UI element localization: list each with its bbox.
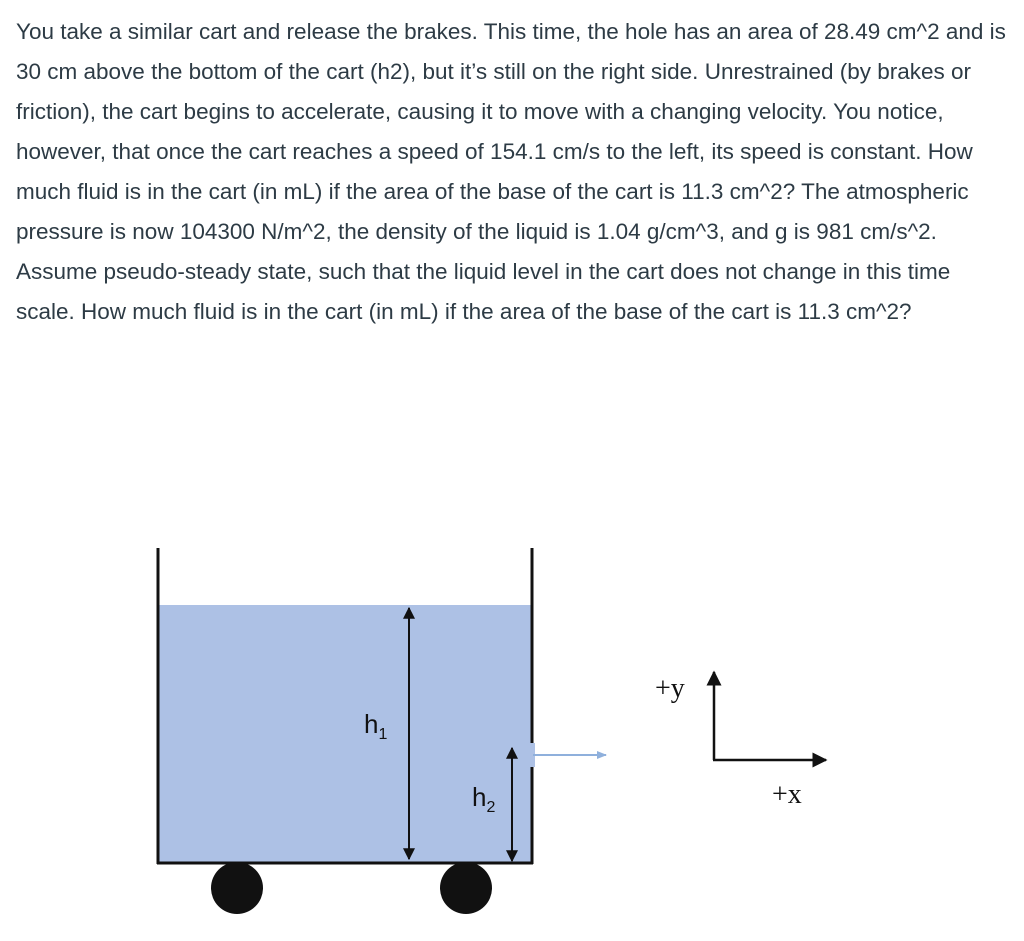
problem-text: You take a similar cart and release the brakes. This time, the hole has an area of 28.49 cm^2 and is 30 cm above the bottom of the cart (h2), but it’s still on the right side. Unrestrained (by brakes or friction), the cart begins to accelerate, causing it to move with a changing velocity. You notice, however, that once the cart reaches a speed of 154.1 cm/s to the left, its speed is constant. How much fluid is in the cart (in mL) if the area of the base of the cart is 11.3 cm^2? The atmospheric pressure is now 104300 N/m^2, the density of the liquid is 1.04 g/cm^3, and g is 981 cm/s^2. Assume pseudo-steady state, such that the liquid level in the cart does not change in this time scale. How much fluid is in the cart (in mL) if the area of the base of the cart is 11.3 cm^2? xyxy=(16,19,1006,324)
fluid-body xyxy=(158,605,532,863)
y-axis-label: +y xyxy=(655,673,685,704)
h1-label: $h_1$ xyxy=(364,709,388,743)
right-wheel xyxy=(440,862,492,914)
x-axis-label: +x xyxy=(772,779,802,810)
left-wheel xyxy=(211,862,263,914)
h2-label: $h_2$ xyxy=(472,782,496,816)
